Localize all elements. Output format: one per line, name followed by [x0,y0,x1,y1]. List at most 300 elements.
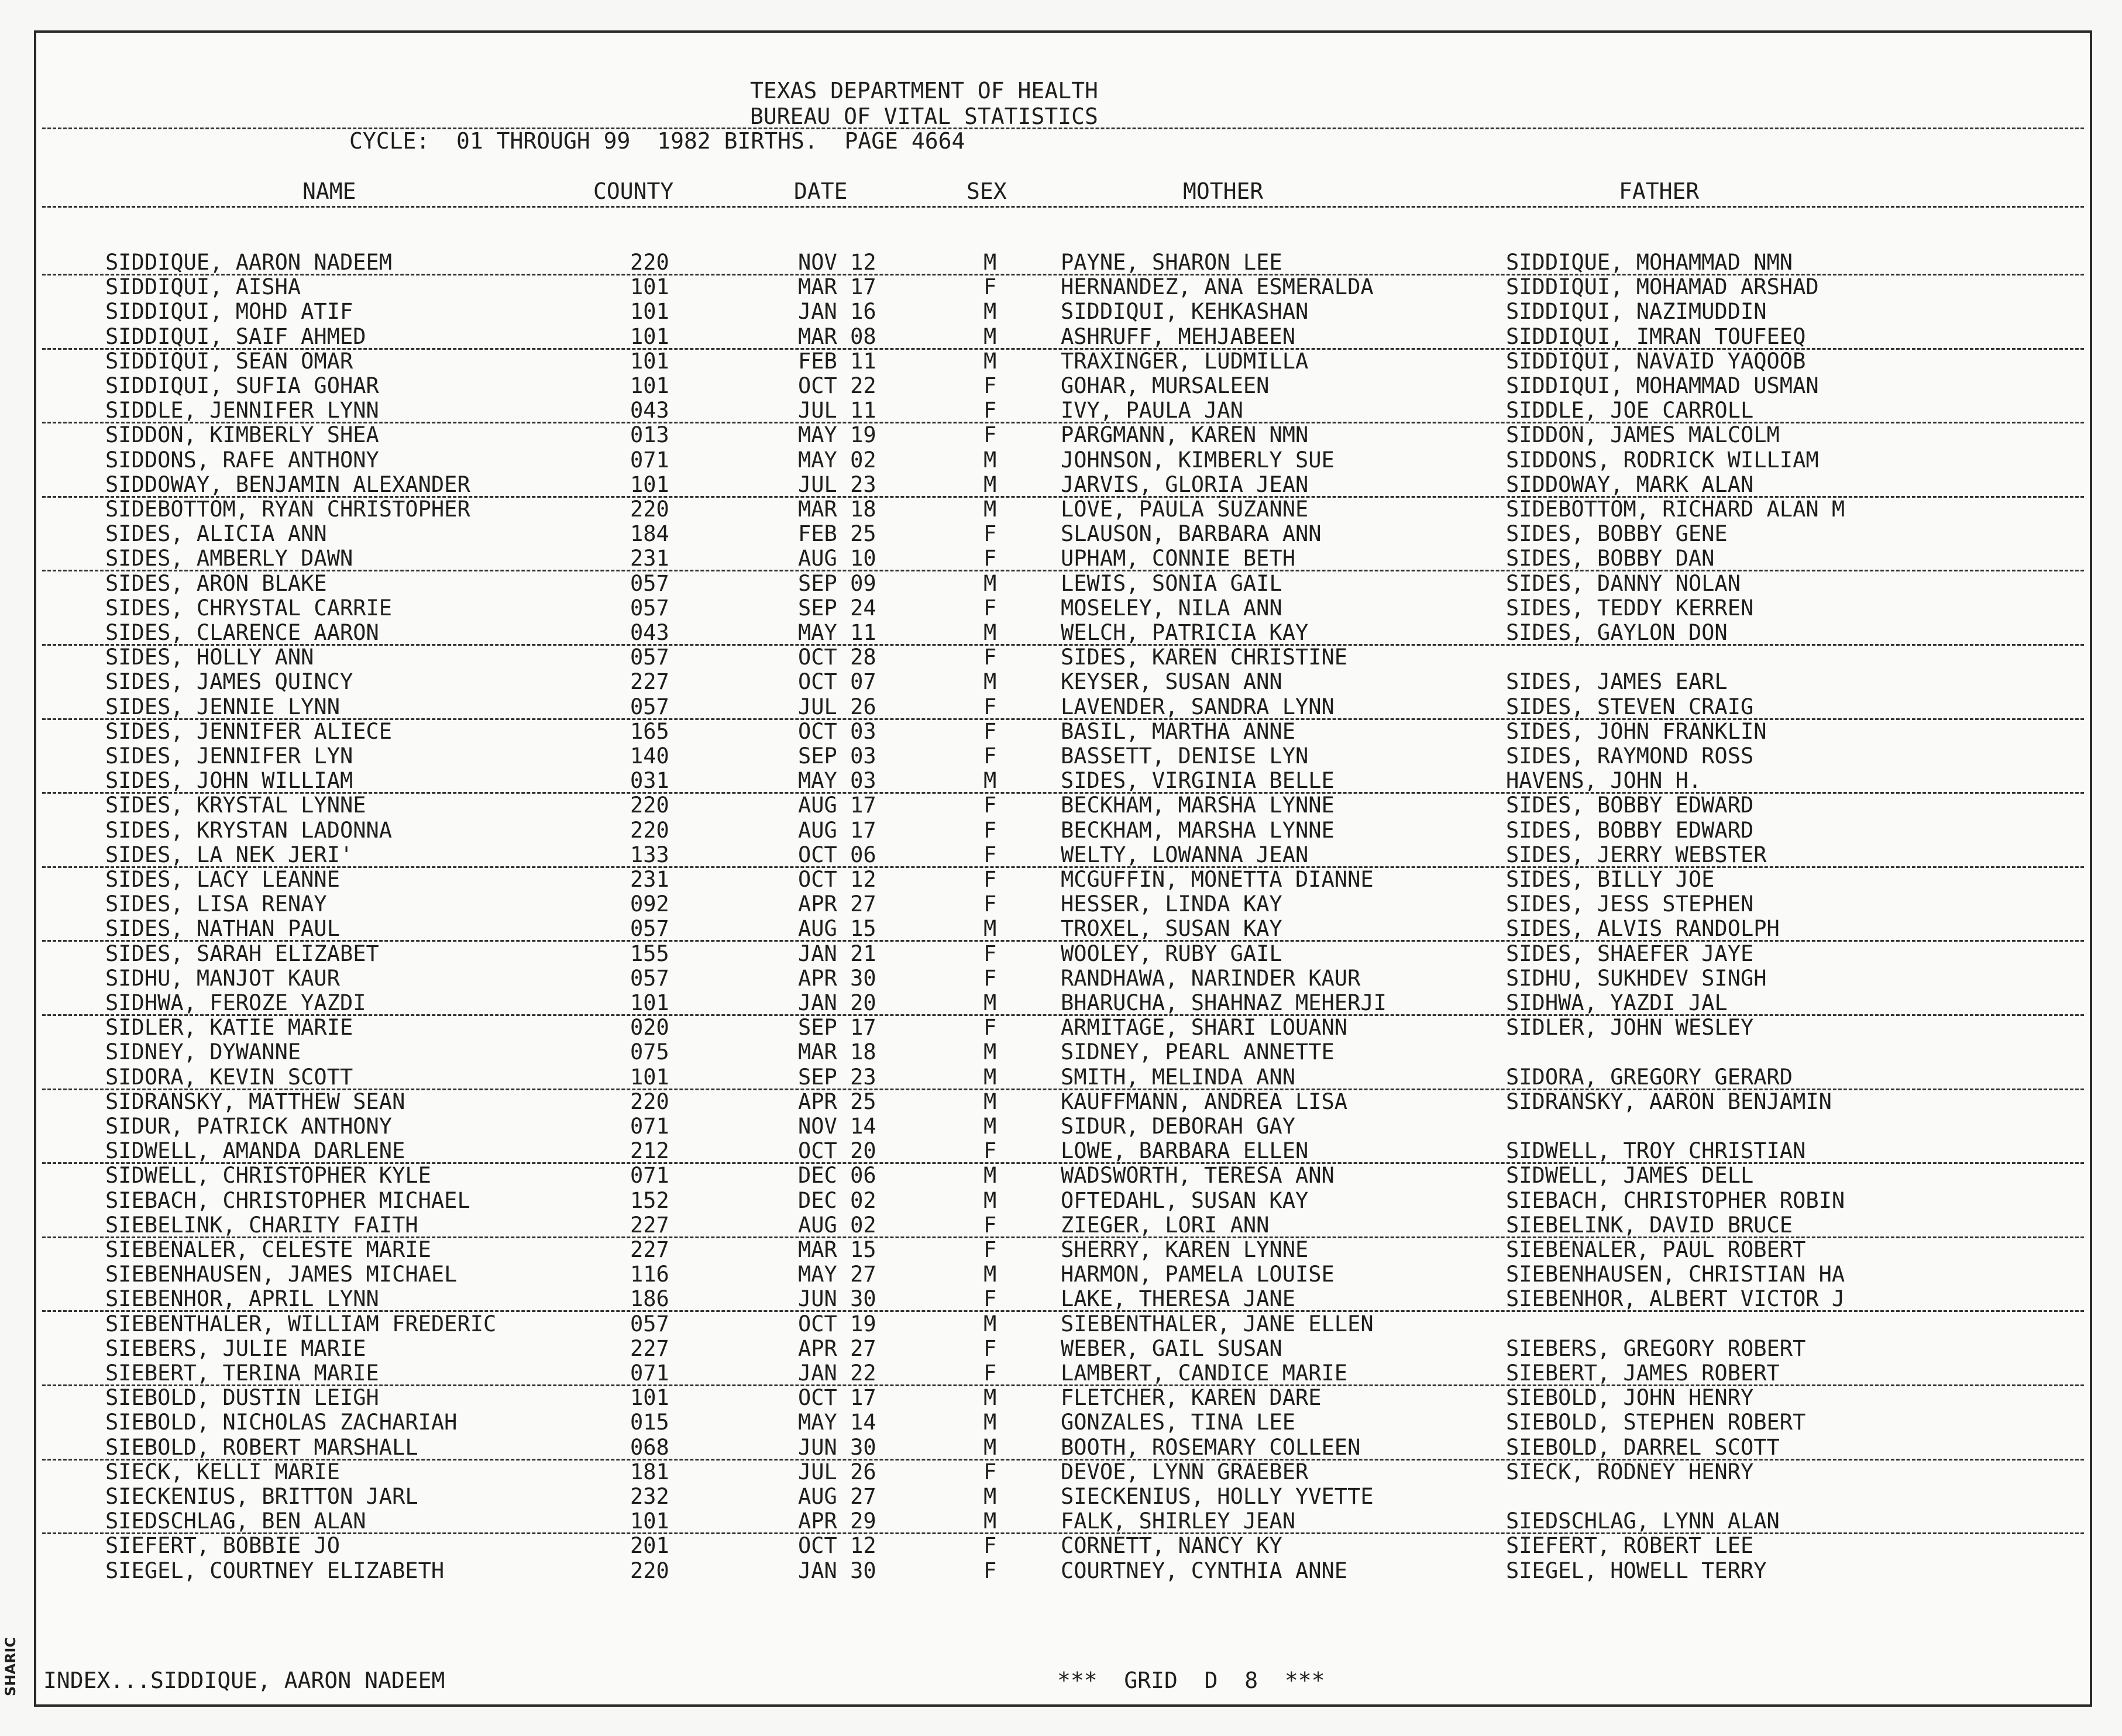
record-father: SIDORA, GREGORY GERARD [1506,1064,1793,1090]
record-sex: F [983,521,997,547]
record-mother: SIDES, VIRGINIA BELLE [1061,768,1335,794]
record-row [36,645,2090,670]
record-name: SIDES, CHRYSTAL CARRIE [105,595,393,621]
record-mother: PARGMANN, KAREN NMN [1061,422,1309,448]
record-father: SIEFERT, ROBERT LEE [1506,1533,1754,1559]
record-sex: F [983,398,997,423]
record-row [36,349,2090,374]
record-sex: M [983,1114,997,1139]
record-sex: F [983,1286,997,1312]
record-county: 101 [630,471,669,497]
record-father: SIDES, JESS STEPHEN [1506,891,1754,917]
record-sex: M [983,1311,997,1337]
record-row [36,1287,2090,1311]
record-father: SIDDIQUI, MOHAMAD ARSHAD [1506,274,1819,300]
record-date: JAN 20 [798,990,876,1015]
record-row [36,546,2090,571]
record-date: AUG 17 [798,817,876,843]
record-name: SIDDIQUI, SUFIA GOHAR [105,373,379,398]
record-date: MAY 27 [798,1262,876,1287]
record-mother: ZIEGER, LORI ANN [1061,1212,1270,1238]
record-sex: M [983,323,997,349]
record-county: 220 [630,793,669,818]
column-header-father: FATHER [1619,178,1700,204]
record-mother: FALK, SHIRLEY JEAN [1061,1508,1295,1534]
record-name: SIDDIQUI, MOHD ATIF [105,299,353,325]
record-county: 015 [630,1410,669,1435]
record-county: 227 [630,1237,669,1262]
record-county: 227 [630,1212,669,1238]
record-mother: SHERRY, KAREN LYNNE [1061,1237,1309,1262]
record-father: SIDRANSKY, AARON BENJAMIN [1506,1089,1832,1114]
record-county: 057 [630,916,669,942]
record-mother: SIEBENTHALER, JANE ELLEN [1061,1311,1374,1337]
record-name: SIDES, KRYSTAN LADONNA [105,817,393,843]
record-name: SIDUR, PATRICK ANTHONY [105,1114,393,1139]
record-date: SEP 24 [798,595,876,621]
record-father: SIEDSCHLAG, LYNN ALAN [1506,1508,1780,1534]
record-father: SIEBENHOR, ALBERT VICTOR J [1506,1286,1845,1312]
record-date: MAY 14 [798,1410,876,1435]
record-row [36,299,2090,324]
record-date: AUG 15 [798,916,876,942]
record-sex: F [983,274,997,300]
record-name: SIEBENHAUSEN, JAMES MICHAEL [105,1262,458,1287]
record-date: AUG 02 [798,1212,876,1238]
record-date: DEC 06 [798,1163,876,1189]
record-mother: WOOLEY, RUBY GAIL [1061,941,1282,966]
record-father: SIDHWA, YAZDI JAL [1506,990,1728,1015]
record-father: SIDDIQUI, IMRAN TOUFEEQ [1506,323,1806,349]
record-row [36,991,2090,1015]
record-father: SIDHU, SUKHDEV SINGH [1506,965,1767,991]
record-father: SIEBELINK, DAVID BRUCE [1506,1212,1793,1238]
record-name: SIEBOLD, ROBERT MARSHALL [105,1434,418,1460]
record-county: 101 [630,373,669,398]
record-mother: SIDNEY, PEARL ANNETTE [1061,1039,1335,1065]
record-father: SIEBOLD, JOHN HENRY [1506,1385,1754,1411]
cycle-line: CYCLE: 01 THROUGH 99 1982 BIRTHS. PAGE 4664 [349,128,965,154]
record-sex: F [983,718,997,744]
record-sex: F [983,595,997,621]
record-mother: CORNETT, NANCY KY [1061,1533,1282,1559]
record-county: 071 [630,1163,669,1189]
record-row [36,374,2090,398]
record-sex: F [983,867,997,892]
record-row [36,398,2090,423]
record-county: 101 [630,1385,669,1411]
record-name: SIDES, LACY LEANNE [105,867,340,892]
index-footer: INDEX...SIDDIQUE, AARON NADEEM [43,1668,445,1693]
record-row [36,719,2090,744]
record-name: SIDDIQUE, AARON NADEEM [105,250,393,275]
record-date: JAN 30 [798,1558,876,1583]
record-father: SIEGEL, HOWELL TERRY [1506,1558,1767,1583]
header-rule [42,128,2084,129]
record-mother: ARMITAGE, SHARI LOUANN [1061,1015,1348,1041]
record-row [36,1015,2090,1040]
record-father: SIEBERT, JAMES ROBERT [1506,1360,1780,1386]
record-date: MAR 18 [798,497,876,522]
record-father: SIDES, STEVEN CRAIG [1506,694,1754,719]
record-row [36,596,2090,621]
record-name: SIDHU, MANJOT KAUR [105,965,340,991]
record-name: SIDES, LA NEK JERI' [105,842,353,867]
record-name: SIDHWA, FEROZE YAZDI [105,990,366,1015]
record-name: SIEGEL, COURTNEY ELIZABETH [105,1558,445,1583]
record-sex: F [983,373,997,398]
record-sex: M [983,299,997,325]
record-sex: F [983,1015,997,1041]
record-sex: M [983,1187,997,1213]
record-father: SIDES, JAMES EARL [1506,669,1728,695]
record-date: OCT 20 [798,1138,876,1164]
record-mother: LAKE, THERESA JANE [1061,1286,1295,1312]
record-county: 043 [630,398,669,423]
record-sex: M [983,1434,997,1460]
record-name: SIDES, NATHAN PAUL [105,916,340,942]
record-county: 181 [630,1459,669,1484]
record-father: SIDWELL, JAMES DELL [1506,1163,1754,1189]
record-mother: KAUFFMANN, ANDREA LISA [1061,1089,1348,1114]
record-name: SIEBOLD, NICHOLAS ZACHARIAH [105,1410,458,1435]
record-county: 013 [630,422,669,448]
record-name: SIEBOLD, DUSTIN LEIGH [105,1385,379,1411]
record-father: SIDES, ALVIS RANDOLPH [1506,916,1780,942]
record-name: SIEBENALER, CELESTE MARIE [105,1237,431,1262]
record-county: 071 [630,447,669,473]
record-mother: ASHRUFF, MEHJABEEN [1061,323,1295,349]
record-date: APR 30 [798,965,876,991]
record-county: 101 [630,1508,669,1534]
record-name: SIDLER, KATIE MARIE [105,1015,353,1041]
record-father: SIDES, BOBBY EDWARD [1506,817,1754,843]
record-father: SIDES, DANNY NOLAN [1506,570,1741,596]
record-row [36,744,2090,769]
record-father: SIDES, SHAEFER JAYE [1506,941,1754,966]
record-father: SIDDIQUI, NAVAID YAQOOB [1506,348,1806,374]
record-name: SIEFERT, BOBBIE JO [105,1533,340,1559]
record-date: APR 27 [798,1335,876,1361]
record-row [36,769,2090,793]
record-sex: F [983,1459,997,1484]
record-sex: F [983,1237,997,1262]
record-county: 220 [630,817,669,843]
record-row [36,1435,2090,1460]
record-sex: M [983,1039,997,1065]
record-sex: M [983,1508,997,1534]
record-row [36,917,2090,941]
record-date: AUG 10 [798,546,876,571]
record-name: SIDES, AMBERLY DAWN [105,546,353,571]
record-mother: GONZALES, TINA LEE [1061,1410,1295,1435]
record-county: 031 [630,768,669,794]
record-county: 152 [630,1187,669,1213]
record-name: SIDDIQUI, SAIF AHMED [105,323,366,349]
record-father: SIEBOLD, STEPHEN ROBERT [1506,1410,1806,1435]
record-county: 101 [630,1064,669,1090]
record-date: OCT 07 [798,669,876,695]
record-sex: F [983,694,997,719]
record-county: 201 [630,1533,669,1559]
record-row [36,843,2090,867]
record-row [36,497,2090,522]
record-date: OCT 03 [798,718,876,744]
record-mother: MOSELEY, NILA ANN [1061,595,1282,621]
record-name: SIDDOWAY, BENJAMIN ALEXANDER [105,471,470,497]
record-date: AUG 27 [798,1484,876,1509]
record-father: SIEBENHAUSEN, CHRISTIAN HA [1506,1262,1845,1287]
record-sex: M [983,1484,997,1509]
record-sex: F [983,842,997,867]
record-date: MAY 11 [798,620,876,645]
record-date: JUL 11 [798,398,876,423]
record-date: MAR 17 [798,274,876,300]
record-sex: M [983,250,997,275]
record-date: MAY 03 [798,768,876,794]
record-mother: HERNANDEZ, ANA ESMERALDA [1061,274,1374,300]
record-mother: BOOTH, ROSEMARY COLLEEN [1061,1434,1361,1460]
record-name: SIEBENHOR, APRIL LYNN [105,1286,379,1312]
record-date: SEP 03 [798,743,876,769]
record-mother: BHARUCHA, SHAHNAZ MEHERJI [1061,990,1387,1015]
record-sex: M [983,990,997,1015]
record-row [36,670,2090,694]
record-mother: HARMON, PAMELA LOUISE [1061,1262,1335,1287]
record-father: SIEBENALER, PAUL ROBERT [1506,1237,1806,1262]
column-header-mother: MOTHER [1183,178,1264,204]
column-header-date: DATE [794,178,848,204]
record-mother: FLETCHER, KAREN DARE [1061,1385,1322,1411]
record-mother: TRAXINGER, LUDMILLA [1061,348,1309,374]
record-row [36,1361,2090,1386]
record-name: SIEBERT, TERINA MARIE [105,1360,379,1386]
record-county: 057 [630,965,669,991]
record-row [36,1189,2090,1213]
record-sex: F [983,1138,997,1164]
record-county: 165 [630,718,669,744]
record-mother: KEYSER, SUSAN ANN [1061,669,1282,695]
record-name: SIDES, JOHN WILLIAM [105,768,353,794]
record-date: MAR 18 [798,1039,876,1065]
record-father: SIDEBOTTOM, RICHARD ALAN M [1506,497,1845,522]
record-county: 155 [630,941,669,966]
record-row [36,1262,2090,1287]
record-sex: M [983,768,997,794]
record-father: SIDES, BILLY JOE [1506,867,1715,892]
record-row [36,1337,2090,1361]
record-row [36,1460,2090,1484]
record-county: 101 [630,990,669,1015]
record-sex: M [983,1262,997,1287]
record-mother: LEWIS, SONIA GAIL [1061,570,1282,596]
record-mother: LAMBERT, CANDICE MARIE [1061,1360,1348,1386]
record-father: SIDWELL, TROY CHRISTIAN [1506,1138,1806,1164]
record-date: AUG 17 [798,793,876,818]
record-date: NOV 12 [798,250,876,275]
record-mother: LAVENDER, SANDRA LYNN [1061,694,1335,719]
record-name: SIDES, JAMES QUINCY [105,669,353,695]
record-father: SIDDLE, JOE CARROLL [1506,398,1754,423]
record-county: 071 [630,1114,669,1139]
record-sex: F [983,743,997,769]
record-date: JUL 26 [798,1459,876,1484]
record-row [36,942,2090,966]
record-father: SIDDIQUI, MOHAMMAD USMAN [1506,373,1819,398]
record-county: 231 [630,867,669,892]
record-mother: MCGUFFIN, MONETTA DIANNE [1061,867,1374,892]
record-date: MAY 02 [798,447,876,473]
record-sex: F [983,1533,997,1559]
record-county: 043 [630,620,669,645]
record-father: HAVENS, JOHN H. [1506,768,1702,794]
record-date: FEB 25 [798,521,876,547]
record-row [36,793,2090,818]
record-name: SIDDLE, JENNIFER LYNN [105,398,379,423]
record-name: SIDNEY, DYWANNE [105,1039,301,1065]
record-mother: WEBER, GAIL SUSAN [1061,1335,1282,1361]
record-date: OCT 19 [798,1311,876,1337]
record-father: SIECK, RODNEY HENRY [1506,1459,1754,1484]
record-father: SIEBERS, GREGORY ROBERT [1506,1335,1806,1361]
record-date: MAR 08 [798,323,876,349]
record-mother: GOHAR, MURSALEEN [1061,373,1270,398]
column-header-name: NAME [302,178,356,204]
record-mother: TROXEL, SUSAN KAY [1061,916,1282,942]
record-name: SIEDSCHLAG, BEN ALAN [105,1508,366,1534]
record-county: 232 [630,1484,669,1509]
record-mother: SMITH, MELINDA ANN [1061,1064,1295,1090]
record-father: SIDDIQUE, MOHAMMAD NMN [1506,250,1793,275]
record-mother: BECKHAM, MARSHA LYNNE [1061,793,1335,818]
record-name: SIDES, CLARENCE AARON [105,620,379,645]
record-date: OCT 12 [798,867,876,892]
record-row [36,1509,2090,1534]
record-county: 057 [630,645,669,670]
record-name: SIDDON, KIMBERLY SHEA [105,422,379,448]
column-header-sex: SEX [967,178,1007,204]
record-county: 101 [630,348,669,374]
record-date: JAN 16 [798,299,876,325]
record-mother: PAYNE, SHARON LEE [1061,250,1282,275]
record-sex: F [983,1360,997,1386]
record-county: 020 [630,1015,669,1041]
record-row [36,473,2090,497]
record-father: SIDES, GAYLON DON [1506,620,1728,645]
record-mother: UPHAM, CONNIE BETH [1061,546,1295,571]
record-date: OCT 12 [798,1533,876,1559]
record-father: SIDES, JERRY WEBSTER [1506,842,1767,867]
record-father: SIDES, JOHN FRANKLIN [1506,718,1767,744]
grid-footer: *** GRID D 8 *** [1057,1668,1325,1693]
record-name: SIDRANSKY, MATTHEW SEAN [105,1089,405,1114]
record-county: 101 [630,323,669,349]
record-sex: M [983,1410,997,1435]
record-name: SIDORA, KEVIN SCOTT [105,1064,353,1090]
record-date: MAY 19 [798,422,876,448]
record-mother: HESSER, LINDA KAY [1061,891,1282,917]
record-mother: BASIL, MARTHA ANNE [1061,718,1295,744]
record-row [36,1040,2090,1065]
record-name: SIDES, SARAH ELIZABET [105,941,379,966]
record-mother: JARVIS, GLORIA JEAN [1061,471,1309,497]
record-name: SIDEBOTTOM, RYAN CHRISTOPHER [105,497,470,522]
record-row [36,423,2090,447]
record-mother: COURTNEY, CYNTHIA ANNE [1061,1558,1348,1583]
record-mother: IVY, PAULA JAN [1061,398,1243,423]
record-county: 212 [630,1138,669,1164]
record-name: SIDES, ARON BLAKE [105,570,327,596]
record-date: MAR 15 [798,1237,876,1262]
record-father: SIDDON, JAMES MALCOLM [1506,422,1780,448]
record-row [36,1114,2090,1139]
record-mother: SIDES, KAREN CHRISTINE [1061,645,1348,670]
record-row [36,1238,2090,1262]
record-name: SIDDIQUI, SEAN OMAR [105,348,353,374]
record-father: SIEBOLD, DARREL SCOTT [1506,1434,1780,1460]
record-sex: F [983,891,997,917]
record-sex: M [983,620,997,645]
record-row [36,522,2090,546]
record-father: SIDLER, JOHN WESLEY [1506,1015,1754,1041]
record-row [36,1534,2090,1558]
record-county: 227 [630,669,669,695]
record-name: SIDES, JENNIFER ALIECE [105,718,393,744]
record-father: SIDDOWAY, MARK ALAN [1506,471,1754,497]
record-sex: M [983,916,997,942]
agency-title: TEXAS DEPARTMENT OF HEALTH [750,78,1098,104]
record-county: 133 [630,842,669,867]
record-father: SIDDIQUI, NAZIMUDDIN [1506,299,1767,325]
record-mother: LOWE, BARBARA ELLEN [1061,1138,1309,1164]
record-sex: F [983,1558,997,1583]
record-row [36,448,2090,473]
record-date: OCT 22 [798,373,876,398]
record-county: 057 [630,694,669,719]
record-name: SIDES, LISA RENAY [105,891,327,917]
record-county: 220 [630,1558,669,1583]
record-county: 116 [630,1262,669,1287]
record-mother: BECKHAM, MARSHA LYNNE [1061,817,1335,843]
record-mother: LOVE, PAULA SUZANNE [1061,497,1309,522]
record-county: 140 [630,743,669,769]
record-date: OCT 06 [798,842,876,867]
record-date: NOV 14 [798,1114,876,1139]
record-name: SIECK, KELLI MARIE [105,1459,340,1484]
record-county: 231 [630,546,669,571]
record-sex: F [983,793,997,818]
record-county: 057 [630,1311,669,1337]
record-mother: DEVOE, LYNN GRAEBER [1061,1459,1309,1484]
record-mother: WELCH, PATRICIA KAY [1061,620,1309,645]
record-name: SIEBERS, JULIE MARIE [105,1335,366,1361]
record-row [36,818,2090,843]
record-mother: BASSETT, DENISE LYN [1061,743,1309,769]
record-sex: M [983,497,997,522]
record-row [36,1559,2090,1583]
record-father: SIDES, BOBBY EDWARD [1506,793,1754,818]
record-date: OCT 28 [798,645,876,670]
record-mother: WADSWORTH, TERESA ANN [1061,1163,1335,1189]
record-father: SIDES, TEDDY KERREN [1506,595,1754,621]
record-county: 101 [630,299,669,325]
record-name: SIDES, KRYSTAL LYNNE [105,793,366,818]
record-sex: F [983,1212,997,1238]
record-row [36,867,2090,892]
record-sex: F [983,422,997,448]
record-row [36,1484,2090,1509]
record-county: 057 [630,595,669,621]
